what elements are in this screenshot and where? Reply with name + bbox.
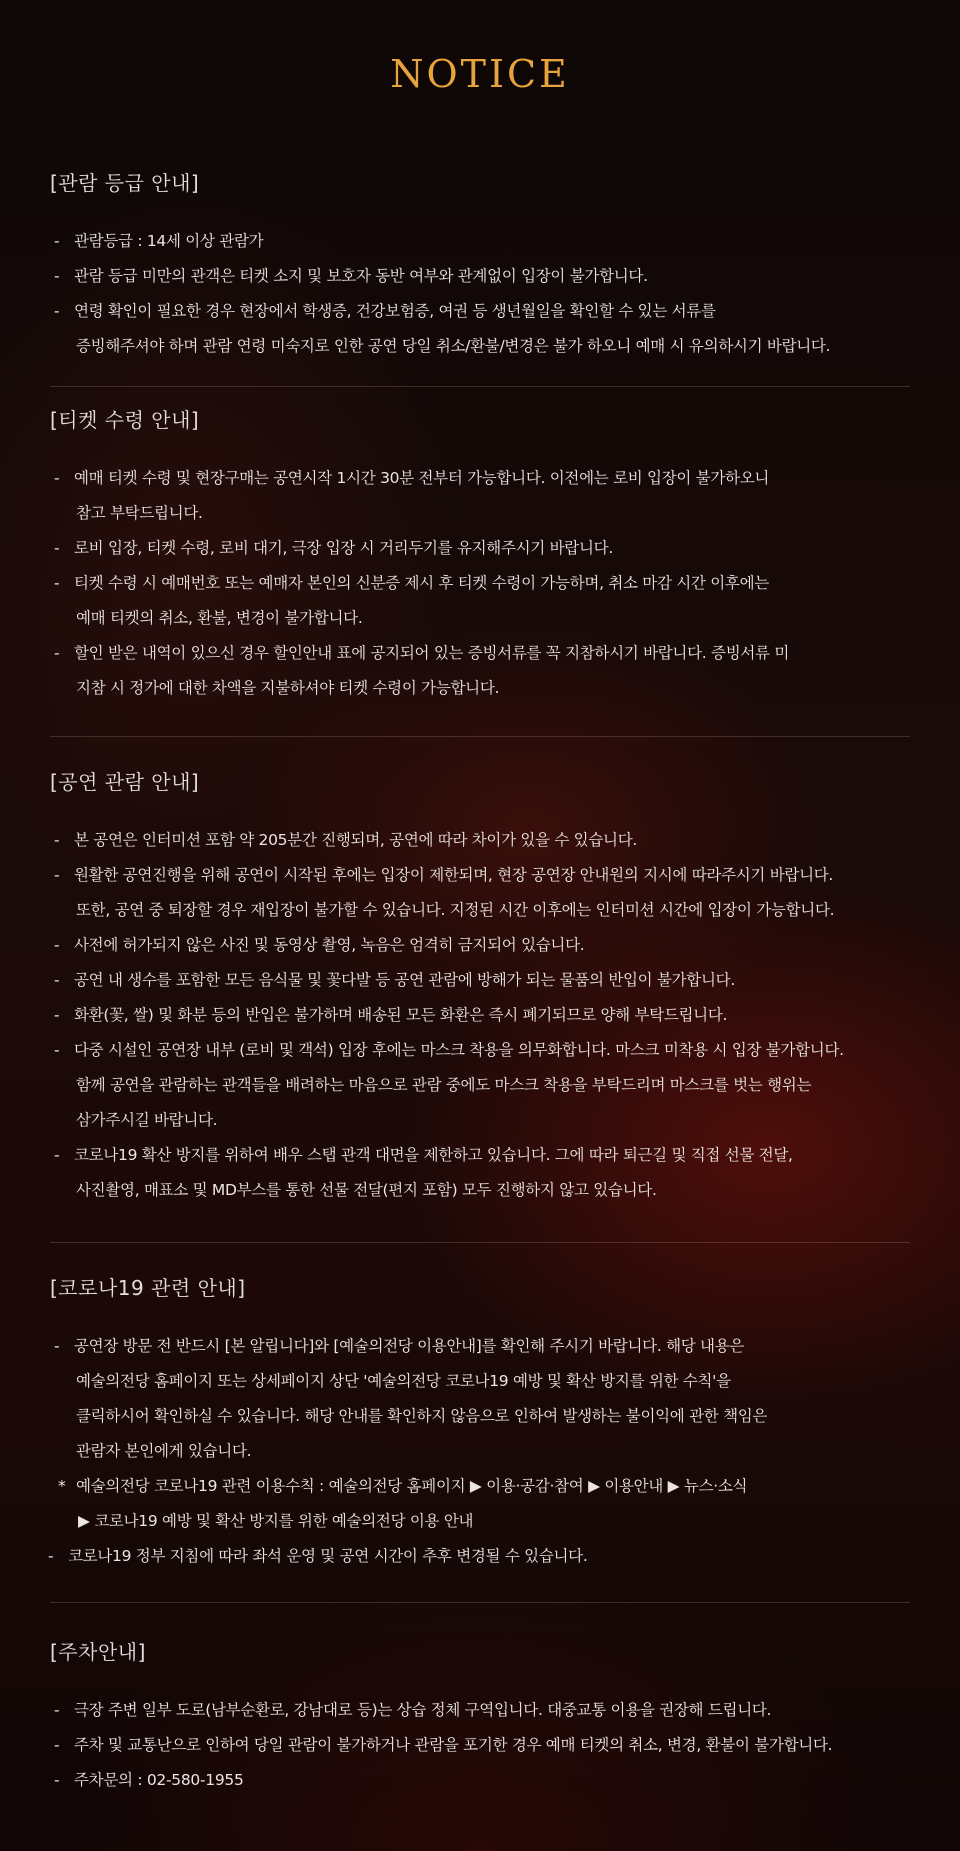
section-ticket-pickup-info	[50, 405, 910, 706]
list-item-text: 참고 부탁드립니다.	[76, 504, 203, 522]
dash-marker: -	[54, 232, 60, 250]
list-item-text: 로비 입장, 티켓 수령, 로비 대기, 극장 입장 시 거리두기를 유지해주시기 바랍니다.	[74, 539, 613, 557]
dash-marker: -	[54, 1041, 60, 1059]
list-item-text: 주차 및 교통난으로 인하여 당일 관람이 불가하거나 관람을 포기한 경우 예매 티켓의 취소, 변경, 환불이 불가합니다.	[74, 1736, 833, 1754]
list-item-text: 사전에 허가되지 않은 사진 및 동영상 촬영, 녹음은 엄격히 금지되어 있습니다.	[74, 936, 585, 954]
list-item	[54, 531, 910, 566]
list-item	[54, 1329, 910, 1469]
dash-marker: -	[54, 831, 60, 849]
list-item	[54, 963, 910, 998]
list-item-text: 주차문의 : 02-580-1955	[74, 1771, 244, 1789]
list-item-text: 코로나19 정부 지침에 따라 좌석 운영 및 공연 시간이 추후 변경될 수 있습니다.	[68, 1547, 588, 1565]
section-heading: [관람 등급 안내]	[50, 171, 200, 195]
list-item	[48, 1539, 910, 1574]
section-heading: [코로나19 관련 안내]	[50, 1276, 246, 1300]
list-item	[54, 566, 910, 636]
notice-list	[50, 823, 910, 1208]
dash-marker: -	[54, 539, 60, 557]
list-item-text: 관람등급 : 14세 이상 관람가	[74, 232, 264, 250]
list-item	[54, 823, 910, 858]
list-item	[54, 858, 910, 928]
notice-list	[50, 461, 910, 706]
list-item	[54, 636, 910, 706]
list-item-text: 클릭하시어 확인하실 수 있습니다. 해당 안내를 확인하지 않음으로 인하여 발생하는 불이익에 관한 책임은	[76, 1407, 768, 1425]
dash-marker: -	[54, 469, 60, 487]
list-item	[54, 259, 910, 294]
list-item	[54, 1033, 910, 1138]
list-item-text: 삼가주시길 바랍니다.	[76, 1111, 218, 1129]
list-item-text: 본 공연은 인터미션 포함 약 205분간 진행되며, 공연에 따라 차이가 있을 수 있습니다.	[74, 831, 638, 849]
dash-marker: -	[54, 1337, 60, 1355]
list-item	[54, 998, 910, 1033]
list-item-text: 예매 티켓의 취소, 환불, 변경이 불가합니다.	[76, 609, 363, 627]
list-item-text: 공연 내 생수를 포함한 모든 음식물 및 꽃다발 등 공연 관람에 방해가 되는 물품의 반입이 불가합니다.	[74, 971, 735, 989]
list-item-text: 또한, 공연 중 퇴장할 경우 재입장이 불가할 수 있습니다. 지정된 시간 이후에는 인터미션 시간에 입장이 가능합니다.	[76, 901, 835, 919]
dash-marker: -	[54, 936, 60, 954]
list-item-text: 증빙해주셔야 하며 관람 연령 미숙지로 인한 공연 당일 취소/환불/변경은 불가 하오니 예매 시 유의하시기 바랍니다.	[76, 337, 831, 355]
section-performance-viewing-info	[50, 767, 910, 1208]
list-item-text: 화환(꽃, 쌀) 및 화분 등의 반입은 불가하며 배송된 모든 화환은 즉시 폐기되므로 양해 부탁드립니다.	[74, 1006, 728, 1024]
dash-marker: -	[54, 971, 60, 989]
list-item-text: 사진촬영, 매표소 및 MD부스를 통한 선물 전달(편지 포함) 모두 진행하지 않고 있습니다.	[76, 1181, 657, 1199]
notice-list	[50, 224, 910, 364]
list-item	[54, 1693, 910, 1728]
list-item-text: 할인 받은 내역이 있으신 경우 할인안내 표에 공지되어 있는 증빙서류를 꼭 지참하시기 바랍니다. 증빙서류 미	[74, 644, 790, 662]
section-divider	[50, 1602, 910, 1603]
section-heading: [주차안내]	[50, 1640, 146, 1664]
dash-marker: -	[54, 267, 60, 285]
sub-note-item	[54, 1469, 910, 1539]
dash-marker: -	[54, 866, 60, 884]
list-item-text: 예매 티켓 수령 및 현장구매는 공연시작 1시간 30분 전부터 가능합니다. 이전에는 로비 입장이 불가하오니	[74, 469, 770, 487]
list-item-text: 코로나19 확산 방지를 위하여 배우 스탭 관객 대면을 제한하고 있습니다. 그에 따라 퇴근길 및 직접 선물 전달,	[74, 1146, 793, 1164]
dash-marker: -	[54, 1006, 60, 1024]
list-item	[54, 1728, 910, 1763]
dash-marker: -	[54, 1701, 60, 1719]
section-heading: [티켓 수령 안내]	[50, 408, 200, 432]
list-item	[54, 928, 910, 963]
list-item	[54, 294, 910, 364]
list-item-text: 지참 시 정가에 대한 차액을 지불하셔야 티켓 수령이 가능합니다.	[76, 679, 500, 697]
section-divider	[50, 386, 910, 387]
list-item-text: 관람자 본인에게 있습니다.	[76, 1442, 252, 1460]
dash-marker: -	[54, 574, 60, 592]
dash-marker: -	[54, 1146, 60, 1164]
list-item-text: 원활한 공연진행을 위해 공연이 시작된 후에는 입장이 제한되며, 현장 공연장 안내원의 지시에 따라주시기 바랍니다.	[74, 866, 834, 884]
list-item-text: 관람 등급 미만의 관객은 티켓 소지 및 보호자 동반 여부와 관계없이 입장이 불가합니다.	[74, 267, 648, 285]
list-item	[54, 224, 910, 259]
section-covid19-info	[50, 1273, 910, 1574]
list-item	[54, 1138, 910, 1208]
dash-marker: -	[54, 1736, 60, 1754]
dash-marker: -	[54, 1771, 60, 1789]
section-rating-info	[50, 168, 910, 364]
list-item-text: 함께 공연을 관람하는 관객들을 배려하는 마음으로 관람 중에도 마스크 착용을 부탁드리며 마스크를 벗는 행위는	[76, 1076, 812, 1094]
section-divider	[50, 736, 910, 737]
list-item-text: 공연장 방문 전 반드시 [본 알립니다]와 [예술의전당 이용안내]를 확인해 주시기 바랍니다. 해당 내용은	[74, 1337, 745, 1355]
section-divider	[50, 1242, 910, 1243]
list-item-text: 극장 주변 일부 도로(남부순환로, 강남대로 등)는 상습 정체 구역입니다. 대중교통 이용을 권장해 드립니다.	[74, 1701, 772, 1719]
section-parking-info	[50, 1637, 910, 1798]
dash-marker: -	[48, 1547, 54, 1565]
dash-marker: -	[54, 302, 60, 320]
list-item-text: 예술의전당 코로나19 관련 이용수칙 : 예술의전당 홈페이지 ▶ 이용·공감·참여 ▶ 이용안내 ▶ 뉴스·소식	[76, 1477, 748, 1495]
notice-list	[50, 1693, 910, 1798]
dash-marker: -	[54, 644, 60, 662]
asterisk-marker: *	[58, 1477, 66, 1495]
list-item-text: 티켓 수령 시 예매번호 또는 예매자 본인의 신분증 제시 후 티켓 수령이 가능하며, 취소 마감 시간 이후에는	[74, 574, 769, 592]
list-item-text: 다중 시설인 공연장 내부 (로비 및 객석) 입장 후에는 마스크 착용을 의무화합니다. 마스크 미착용 시 입장 불가합니다.	[74, 1041, 844, 1059]
list-item-text: 연령 확인이 필요한 경우 현장에서 학생증, 건강보험증, 여권 등 생년월일을 확인할 수 있는 서류를	[74, 302, 716, 320]
notice-sections	[50, 168, 910, 1798]
list-item	[54, 461, 910, 531]
list-item	[54, 1763, 910, 1798]
section-heading: [공연 관람 안내]	[50, 770, 200, 794]
list-item-text: ▶ 코로나19 예방 및 확산 방지를 위한 예술의전당 이용 안내	[78, 1512, 474, 1530]
page-title: NOTICE	[390, 52, 570, 96]
list-item-text: 예술의전당 홈페이지 또는 상세페이지 상단 '예술의전당 코로나19 예방 및 확산 방지를 위한 수칙'을	[76, 1372, 731, 1390]
notice-list	[50, 1329, 910, 1574]
